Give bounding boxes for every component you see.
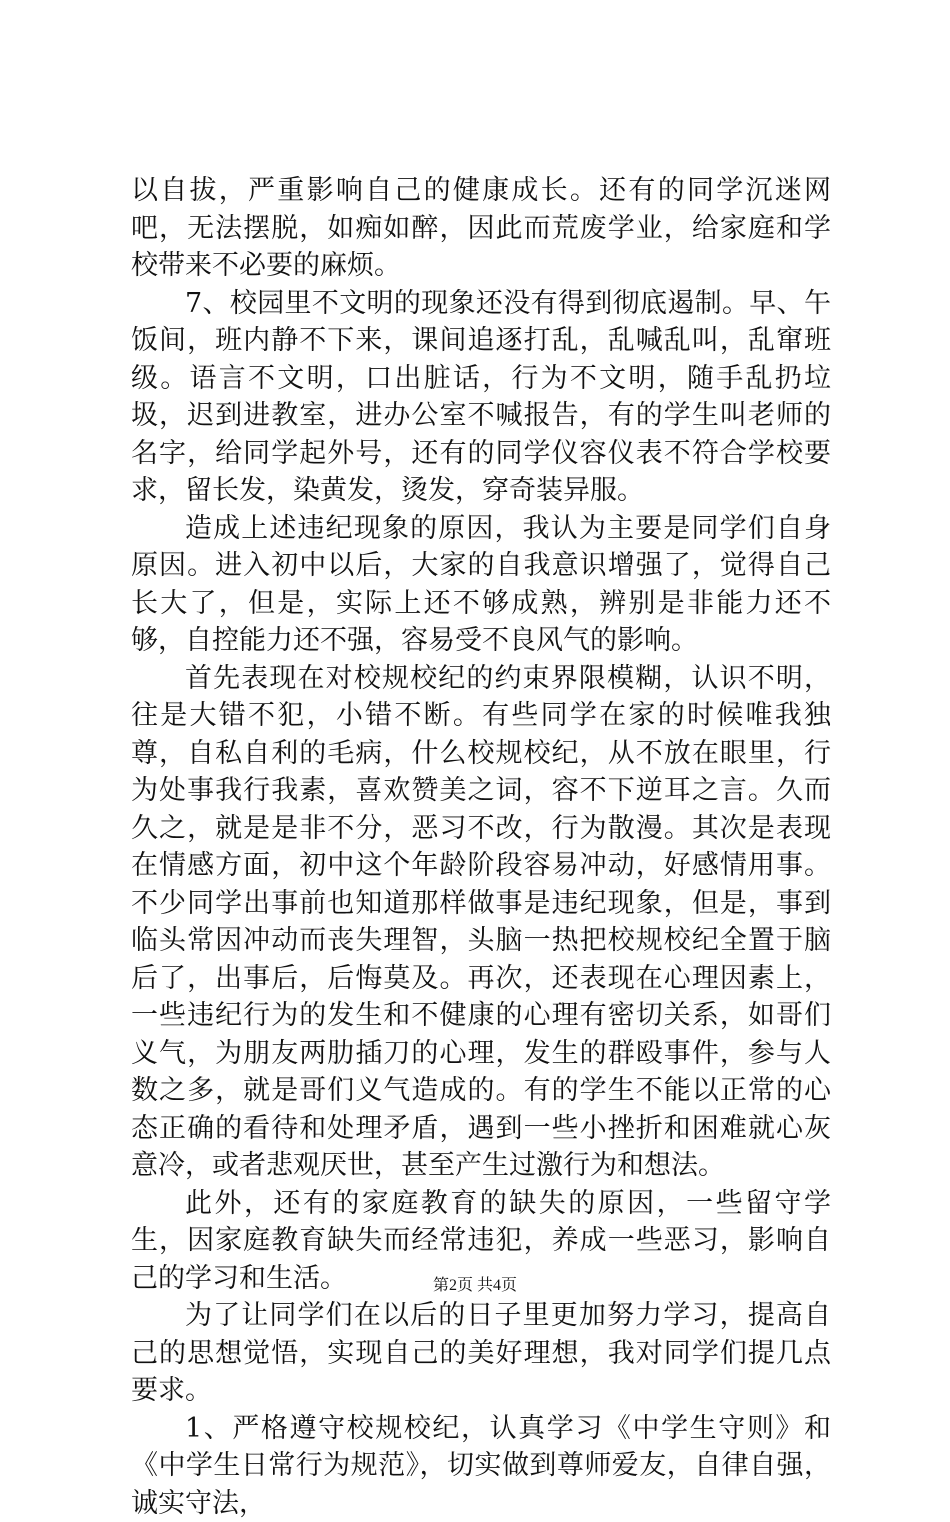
paragraph-7: 1、严格遵守校规校纪，认真学习《中学生守则》和《中学生日常行为规范》，切实做到尊师爱友，自律自强，诚实守法， — [131, 1410, 831, 1522]
paragraph-2: 7、校园里不文明的现象还没有得到彻底遏制。早、午饭间，班内静不下来，课间追逐打乱，乱喊乱叫，乱窜班级。语言不文明，口出脏话，行为不文明，随手乱扔垃圾，迟到进教室，进办公室不喊报告，有的学生叫老师的名字，给同学起外号，还有的同学仪容仪表不符合学校要求，留长发，染黄发，烫发，穿奇装异服。 — [131, 285, 831, 510]
paragraph-6: 为了让同学们在以后的日子里更加努力学习，提高自己的思想觉悟，实现自己的美好理想，我对同学们提几点要求。 — [131, 1297, 831, 1410]
paragraph-3: 造成上述违纪现象的原因，我认为主要是同学们自身原因。进入初中以后，大家的自我意识增强了，觉得自己长大了，但是，实际上还不够成熟，辨别是非能力还不够，自控能力还不强，容易受不良风气的影响。 — [131, 510, 831, 660]
body-text — [131, 172, 831, 1522]
paragraph-4: 首先表现在对校规校纪的约束界限模糊，认识不明，往是大错不犯，小错不断。有些同学在家的时候唯我独尊，自私自利的毛病，什么校规校纪，从不放在眼里，行为处事我行我素，喜欢赞美之词，容不下逆耳之言。久而久之，就是是非不分，恶习不改，行为散漫。其次是表现在情感方面，初中这个年龄阶段容易冲动，好感情用事。不少同学出事前也知道那样做事是违纪现象，但是，事到临头常因冲动而丧失理智，头脑一热把校规校纪全置于脑后了，出事后，后悔莫及。再次，还表现在心理因素上，一些违纪行为的发生和不健康的心理有密切关系，如哥们义气，为朋友两肋插刀的心理，发生的群殴事件，参与人数之多，就是哥们义气造成的。有的学生不能以正常的心态正确的看待和处理矛盾，遇到一些小挫折和困难就心灰意冷，或者悲观厌世，甚至产生过激行为和想法。 — [131, 660, 831, 1185]
paragraph-5: 此外，还有的家庭教育的缺失的原因，一些留守学生，因家庭教育缺失而经常违犯，养成一些恶习，影响自己的学习和生活。 — [131, 1185, 831, 1298]
page-footer: 第2页 共4页 — [0, 1272, 950, 1295]
paragraph-1: 以自拔，严重影响自己的健康成长。还有的同学沉迷网吧，无法摆脱，如痴如醉，因此而荒废学业，给家庭和学校带来不必要的麻烦。 — [131, 172, 831, 285]
